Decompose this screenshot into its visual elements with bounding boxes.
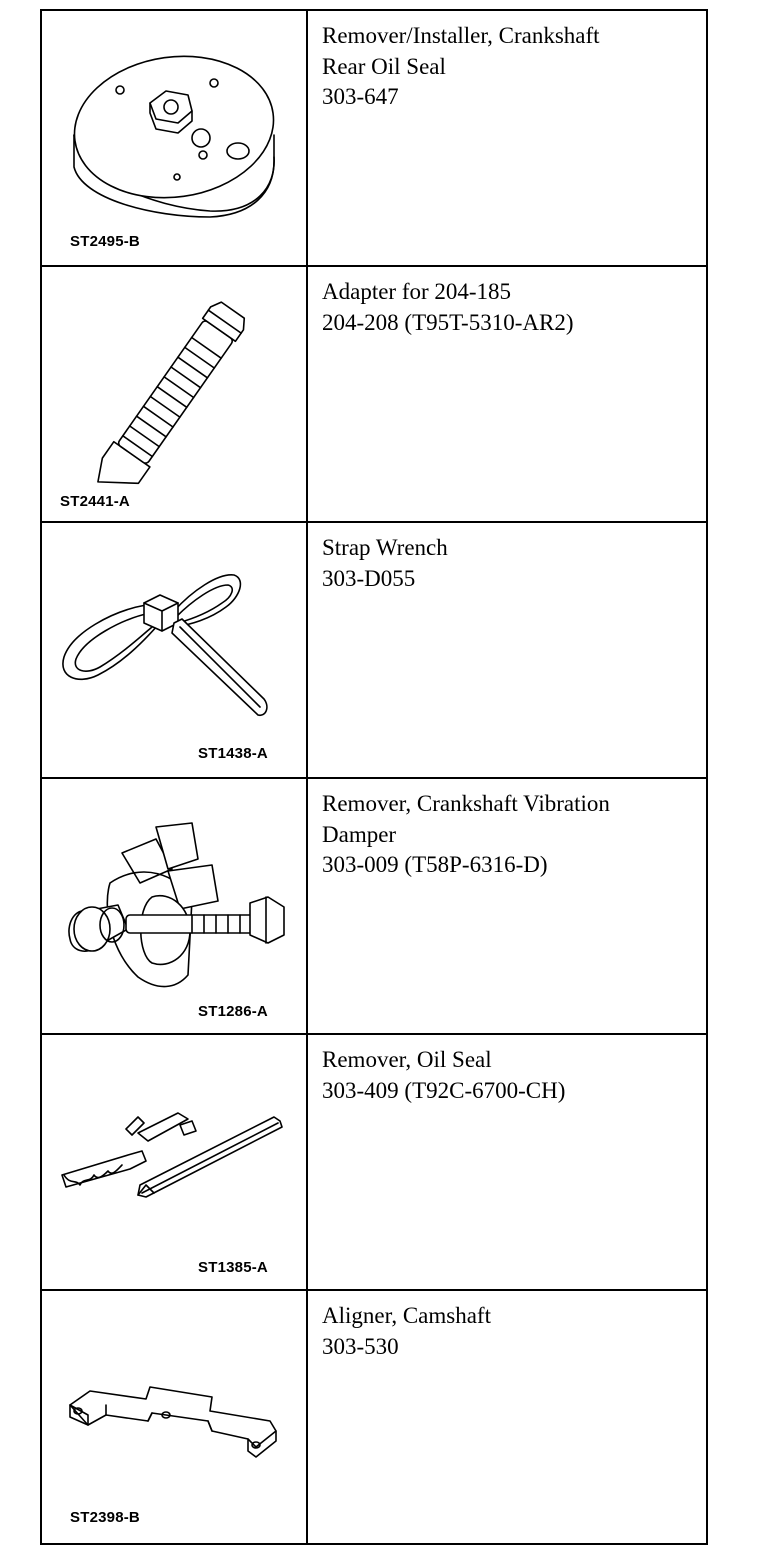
tool-number: 303-D055 <box>322 565 416 591</box>
tool-illustration-cell <box>42 11 308 265</box>
illustration-code: ST1438-A <box>198 745 268 762</box>
tool-row <box>42 267 706 523</box>
tool-number: 303-009 (T58P-6316-D) <box>322 852 548 877</box>
tool-description <box>322 789 702 881</box>
tool-name-line: Adapter for 204-185 <box>322 279 512 304</box>
tool-number: 303-647 <box>322 84 399 109</box>
tool-number: 303-409 (T92C-6700-CH) <box>322 1077 566 1103</box>
tool-name-line: Damper <box>322 821 397 847</box>
tool-name-line: Remover, Crankshaft Vibration <box>322 791 610 816</box>
illustration-code: ST2398-B <box>70 1509 140 1526</box>
special-tools-table <box>40 9 708 1545</box>
tool-illustration-cell <box>42 1035 308 1289</box>
tool-name-line: Remover, Oil Seal <box>322 1047 492 1072</box>
tool-row <box>42 11 706 267</box>
tool-illustration-cell <box>42 779 308 1033</box>
tool-description <box>322 533 702 594</box>
tool-illustration-cell <box>42 523 308 777</box>
tool-name-line: Strap Wrench <box>322 535 448 560</box>
damper-remover-icon <box>42 779 308 1035</box>
illustration-code: ST2441-A <box>60 493 130 510</box>
tool-description <box>322 1301 702 1362</box>
tool-name-line: Aligner, Camshaft <box>322 1303 491 1328</box>
tool-description <box>322 1045 702 1106</box>
tool-row <box>42 779 706 1035</box>
tool-row <box>42 523 706 779</box>
illustration-code: ST2495-B <box>70 233 140 250</box>
crankshaft-seal-installer-icon <box>42 11 308 267</box>
illustration-code: ST1286-A <box>198 1003 268 1020</box>
tool-number: 303-530 <box>322 1333 399 1359</box>
illustration-code: ST1385-A <box>198 1259 268 1276</box>
tool-name-line: Remover/Installer, Crankshaft <box>322 23 600 48</box>
tool-description <box>322 277 702 338</box>
tool-row <box>42 1035 706 1291</box>
tool-description <box>322 21 702 113</box>
tool-number: 204-208 (T95T-5310-AR2) <box>322 309 574 335</box>
tool-illustration-cell <box>42 1291 308 1545</box>
tool-illustration-cell <box>42 267 308 521</box>
oil-seal-remover-icon <box>42 1035 308 1291</box>
strap-wrench-icon <box>42 523 308 779</box>
tool-row <box>42 1291 706 1545</box>
tool-name-line: Rear Oil Seal <box>322 53 446 79</box>
threaded-adapter-icon <box>42 267 308 523</box>
camshaft-aligner-icon <box>42 1291 308 1545</box>
